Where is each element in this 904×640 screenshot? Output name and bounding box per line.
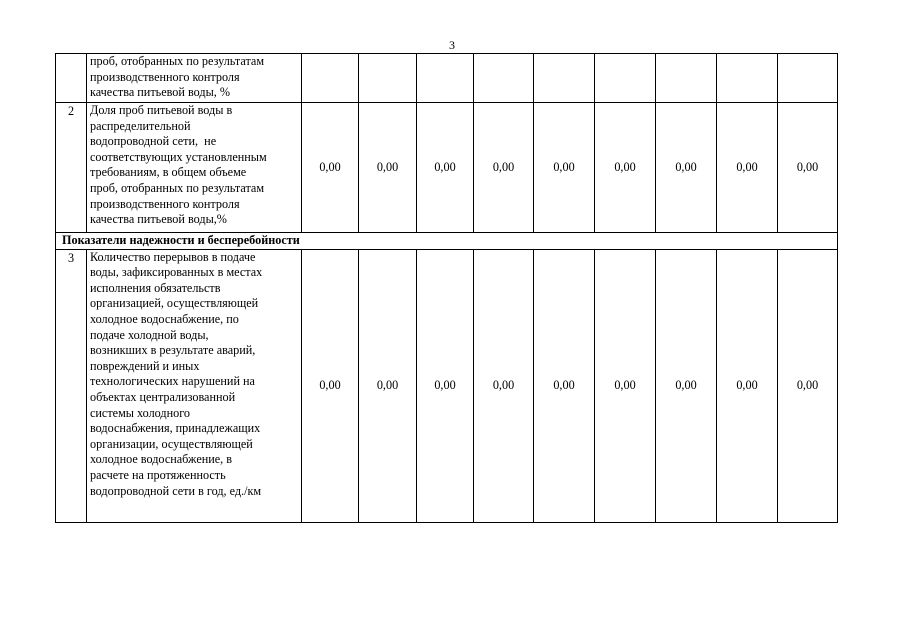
section-title: Показатели надежности и бесперебойности	[56, 233, 838, 250]
indicator-description	[87, 54, 302, 103]
description-line: водоснабжения, принадлежащих	[90, 421, 261, 436]
description-line: организацией, осуществляющей	[90, 296, 259, 311]
value-cell: 0,00	[359, 249, 417, 522]
description-line: расчете на протяженность	[90, 467, 226, 482]
description-line: холодное водоснабжение, по	[90, 311, 239, 326]
description-line: возникших в результате аварий,	[90, 343, 256, 358]
description-line: системы холодного	[90, 405, 191, 420]
value-cell	[656, 54, 717, 103]
value-cell: 0,00	[595, 103, 656, 233]
description-line: качества питьевой воды,%	[90, 212, 227, 227]
description-line: Доля проб питьевой воды в	[90, 103, 233, 117]
description-line: подаче холодной воды,	[90, 327, 209, 342]
description-line: проб, отобранных по результатам	[90, 180, 265, 195]
description-line: водопроводной сети, не	[90, 134, 217, 149]
section-header-row	[56, 233, 838, 250]
value-cell: 0,00	[474, 103, 534, 233]
value-cell	[778, 54, 838, 103]
description-line: соответствующих установленным	[90, 149, 267, 164]
indicator-description	[87, 249, 302, 522]
description-line: требованиям, в общем объеме	[90, 165, 247, 180]
value-cell: 0,00	[302, 249, 359, 522]
row-number: 3	[56, 249, 87, 522]
value-cell	[534, 54, 595, 103]
value-cell	[595, 54, 656, 103]
description-line: Количество перерывов в подаче	[90, 249, 256, 264]
value-cell	[302, 54, 359, 103]
value-cell	[417, 54, 474, 103]
value-cell: 0,00	[595, 249, 656, 522]
description-line: распределительной	[90, 118, 191, 133]
description-line: качества питьевой воды, %	[90, 85, 231, 100]
description-line: водопроводной сети в год, ед./км	[90, 483, 262, 498]
value-cell: 0,00	[302, 103, 359, 233]
indicators-table	[55, 53, 838, 523]
description-line: исполнения обязательств	[90, 280, 221, 295]
table-row	[56, 249, 838, 522]
page-number: 3	[449, 38, 455, 52]
value-cell: 0,00	[534, 103, 595, 233]
row-number	[56, 54, 87, 103]
description-line: технологических нарушений на	[90, 374, 255, 389]
value-cell	[717, 54, 778, 103]
value-cell: 0,00	[534, 249, 595, 522]
value-cell: 0,00	[778, 249, 838, 522]
description-line: производственного контроля	[90, 196, 240, 211]
description-line: объектах централизованной	[90, 389, 236, 404]
value-cell: 0,00	[474, 249, 534, 522]
value-cell: 0,00	[656, 103, 717, 233]
indicator-description	[87, 103, 302, 233]
value-cell: 0,00	[417, 249, 474, 522]
value-cell: 0,00	[417, 103, 474, 233]
value-cell: 0,00	[717, 249, 778, 522]
row-number: 2	[56, 103, 87, 233]
table-row	[56, 103, 838, 233]
description-line: проб, отобранных по результатам	[90, 54, 265, 68]
value-cell: 0,00	[717, 103, 778, 233]
description-line: производственного контроля	[90, 69, 240, 84]
value-cell: 0,00	[656, 249, 717, 522]
value-cell	[359, 54, 417, 103]
description-line: холодное водоснабжение, в	[90, 452, 233, 467]
value-cell	[474, 54, 534, 103]
description-line: воды, зафиксированных в местах	[90, 265, 263, 280]
description-line: организации, осуществляющей	[90, 436, 253, 451]
value-cell: 0,00	[778, 103, 838, 233]
table-row	[56, 54, 838, 103]
value-cell: 0,00	[359, 103, 417, 233]
description-line: повреждений и иных	[90, 358, 200, 373]
